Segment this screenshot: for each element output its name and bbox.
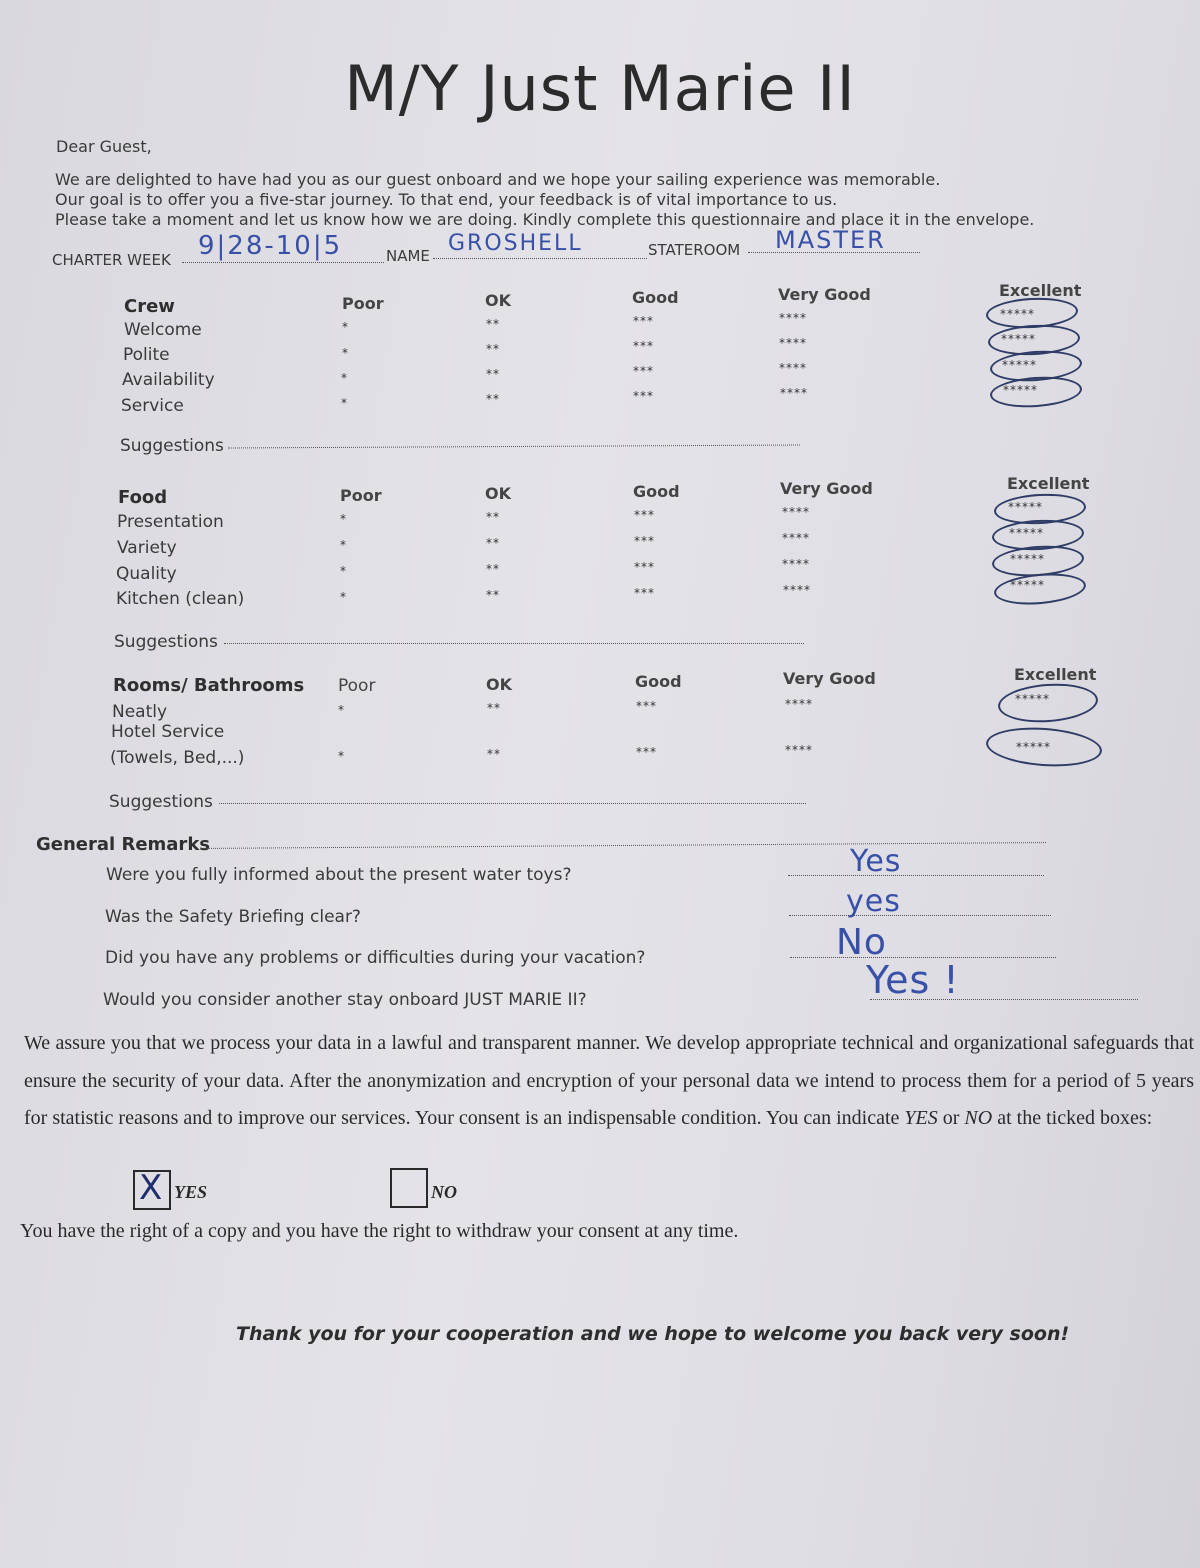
rooms-suggestions-line[interactable] (219, 803, 806, 804)
food-quality-star-5[interactable]: ***** (1010, 552, 1045, 566)
crew-welcome-star-1[interactable]: * (342, 320, 349, 334)
rooms-neatly-star-5[interactable]: ***** (1015, 692, 1050, 706)
food-kitchen-star-2[interactable]: ** (486, 588, 500, 602)
rooms-hotel-service-star-3[interactable]: *** (636, 745, 657, 759)
rooms-header-ok: OK (486, 675, 512, 694)
crew-item-polite: Polite (123, 345, 170, 365)
crew-polite-star-2[interactable]: ** (486, 342, 500, 356)
crew-welcome-star-2[interactable]: ** (486, 317, 500, 331)
consent-no-checkbox[interactable] (390, 1168, 428, 1208)
crew-polite-star-5[interactable]: ***** (1001, 332, 1036, 346)
food-header-good: Good (633, 482, 680, 501)
consent-yes-checkbox[interactable] (133, 1170, 171, 1210)
food-presentation-star-3[interactable]: *** (634, 508, 655, 522)
food-variety-star-5[interactable]: ***** (1009, 526, 1044, 540)
rooms-neatly-star-3[interactable]: *** (636, 699, 657, 713)
food-presentation-star-1[interactable]: * (340, 512, 347, 526)
crew-availability-star-5[interactable]: ***** (1002, 358, 1037, 372)
food-quality-star-2[interactable]: ** (486, 562, 500, 576)
privacy-text-a: We assure you that we process your data in a lawful and transparent manner. We develop appropriate technical and organizational safeguards that ensure the security of your data. After the anonymization and encryption of your personal data we intend to process them for a period of 5 years for statistic reasons and to improve our services. Your consent is an indispensable condition. You can indicate (24, 1032, 1194, 1129)
crew-polite-star-4[interactable]: **** (779, 336, 807, 350)
rooms-section-title: Rooms/ Bathrooms (113, 675, 305, 696)
crew-availability-star-4[interactable]: **** (779, 361, 807, 375)
rooms-neatly-star-1[interactable]: * (338, 703, 345, 717)
crew-item-welcome: Welcome (124, 320, 202, 340)
food-header-ok: OK (485, 484, 511, 503)
crew-suggestions-label: Suggestions (120, 436, 224, 456)
rooms-hotel-service-star-5[interactable]: ***** (1016, 740, 1051, 754)
crew-welcome-star-5[interactable]: ***** (1000, 307, 1035, 321)
intro-line-2: Our goal is to offer you a five-star journey. To that end, your feedback is of vital importance to us. (55, 190, 838, 209)
crew-service-star-3[interactable]: *** (633, 389, 654, 403)
intro-line-3: Please take a moment and let us know how we are doing. Kindly complete this questionnaire and place it in the envelope. (55, 210, 1035, 229)
question-problems: Did you have any problems or difficulties during your vacation? (105, 948, 646, 968)
crew-welcome-star-3[interactable]: *** (633, 314, 654, 328)
charter-week-line (182, 262, 384, 263)
rooms-neatly-star-2[interactable]: ** (487, 701, 501, 715)
privacy-paragraph (24, 1025, 1194, 1138)
food-item-kitchen: Kitchen (clean) (116, 589, 245, 609)
general-remarks-label: General Remarks (36, 834, 210, 855)
rooms-hotel-service-star-2[interactable]: ** (487, 747, 501, 761)
crew-service-star-2[interactable]: ** (486, 392, 500, 406)
food-header-very-good: Very Good (780, 479, 873, 498)
crew-polite-star-1[interactable]: * (342, 346, 349, 360)
food-suggestions-line[interactable] (224, 643, 804, 644)
rooms-neatly-excellent-circle (997, 681, 1099, 726)
crew-polite-star-3[interactable]: *** (633, 339, 654, 353)
food-variety-star-1[interactable]: * (340, 538, 347, 552)
crew-service-star-1[interactable]: * (341, 396, 348, 410)
rooms-hotel-service-star-4[interactable]: **** (785, 743, 813, 757)
closing-message: Thank you for your cooperation and we hope to welcome you back very soon! (236, 1323, 1070, 1345)
privacy-no-word: NO (964, 1107, 993, 1129)
rooms-hotel-service-star-1[interactable]: * (338, 749, 345, 763)
consent-yes-label: YES (174, 1182, 208, 1202)
food-variety-star-4[interactable]: **** (782, 531, 810, 545)
rooms-item-neatly: Neatly (112, 702, 168, 722)
food-variety-star-2[interactable]: ** (486, 536, 500, 550)
crew-header-poor: Poor (342, 294, 384, 313)
crew-header-good: Good (632, 288, 679, 307)
rooms-header-poor: Poor (338, 676, 376, 696)
charter-week-value[interactable]: 9|28-10|5 (198, 231, 343, 261)
crew-availability-star-2[interactable]: ** (486, 367, 500, 381)
food-kitchen-star-4[interactable]: **** (783, 583, 811, 597)
privacy-text-b: at the ticked boxes: (992, 1107, 1153, 1129)
food-quality-star-1[interactable]: * (340, 564, 347, 578)
food-suggestions-label: Suggestions (114, 632, 218, 652)
answer-line-safety-briefing (789, 915, 1051, 916)
answer-problems[interactable]: No (836, 922, 887, 963)
food-kitchen-excellent-circle (993, 570, 1087, 608)
privacy-or-word: or (937, 1107, 965, 1129)
food-presentation-star-2[interactable]: ** (486, 510, 500, 524)
greeting: Dear Guest, (56, 137, 152, 156)
question-safety-briefing: Was the Safety Briefing clear? (105, 907, 361, 927)
rooms-neatly-star-4[interactable]: **** (785, 697, 813, 711)
consent-yes-check-mark: X (139, 1168, 163, 1208)
crew-suggestions-line[interactable] (228, 445, 800, 449)
food-variety-star-3[interactable]: *** (634, 534, 655, 548)
privacy-yes-word: YES (904, 1107, 938, 1129)
answer-line-water-toys (788, 875, 1044, 876)
food-item-variety: Variety (117, 538, 177, 558)
crew-service-star-4[interactable]: **** (780, 386, 808, 400)
crew-availability-star-3[interactable]: *** (633, 364, 654, 378)
question-water-toys: Were you fully informed about the present water toys? (106, 865, 572, 885)
rooms-item-hotel-service-detail: (Towels, Bed,...) (110, 748, 245, 768)
food-quality-star-4[interactable]: **** (782, 557, 810, 571)
food-header-excellent: Excellent (1007, 474, 1090, 493)
food-presentation-star-4[interactable]: **** (782, 505, 810, 519)
rooms-item-hotel-service: Hotel Service (111, 722, 225, 742)
food-item-presentation: Presentation (117, 512, 224, 532)
charter-week-label: CHARTER WEEK (52, 251, 171, 269)
name-value[interactable]: GROSHELL (448, 231, 583, 256)
rooms-header-very-good: Very Good (783, 669, 876, 688)
crew-item-service: Service (121, 396, 184, 416)
rooms-hotel-service-excellent-circle (985, 724, 1103, 770)
general-remarks-line[interactable] (200, 842, 1046, 849)
withdraw-notice: You have the right of a copy and you have the right to withdraw your consent at any time. (20, 1220, 739, 1242)
stateroom-value[interactable]: MASTER (775, 226, 886, 254)
crew-service-excellent-circle (989, 374, 1083, 410)
answer-another-stay[interactable]: Yes ! (866, 958, 960, 1002)
name-label: NAME (386, 247, 430, 265)
crew-header-ok: OK (485, 291, 511, 310)
food-kitchen-star-5[interactable]: ***** (1010, 578, 1045, 592)
page-title: M/Y Just Marie II (344, 52, 856, 125)
food-presentation-star-5[interactable]: ***** (1008, 500, 1043, 514)
name-line (433, 258, 647, 259)
food-item-quality: Quality (116, 564, 177, 584)
crew-availability-star-1[interactable]: * (341, 371, 348, 385)
crew-service-star-5[interactable]: ***** (1003, 383, 1038, 397)
crew-header-very-good: Very Good (778, 285, 871, 304)
answer-safety-briefing[interactable]: yes (846, 884, 901, 919)
crew-header-excellent: Excellent (999, 281, 1082, 300)
consent-no-label: NO (431, 1182, 457, 1202)
rooms-suggestions-label: Suggestions (109, 792, 213, 812)
rooms-header-excellent: Excellent (1014, 665, 1097, 684)
food-header-poor: Poor (340, 486, 382, 505)
answer-water-toys[interactable]: Yes (850, 844, 902, 879)
food-quality-star-3[interactable]: *** (634, 560, 655, 574)
question-another-stay: Would you consider another stay onboard JUST MARIE II? (103, 990, 587, 1010)
rooms-header-good: Good (635, 672, 682, 691)
food-section-title: Food (118, 487, 168, 508)
stateroom-label: STATEROOM (648, 241, 741, 259)
crew-section-title: Crew (124, 296, 175, 317)
food-kitchen-star-1[interactable]: * (340, 590, 347, 604)
intro-line-1: We are delighted to have had you as our guest onboard and we hope your sailing experience was memorable. (55, 170, 941, 189)
food-kitchen-star-3[interactable]: *** (634, 586, 655, 600)
crew-item-availability: Availability (122, 370, 215, 390)
crew-welcome-star-4[interactable]: **** (779, 311, 807, 325)
